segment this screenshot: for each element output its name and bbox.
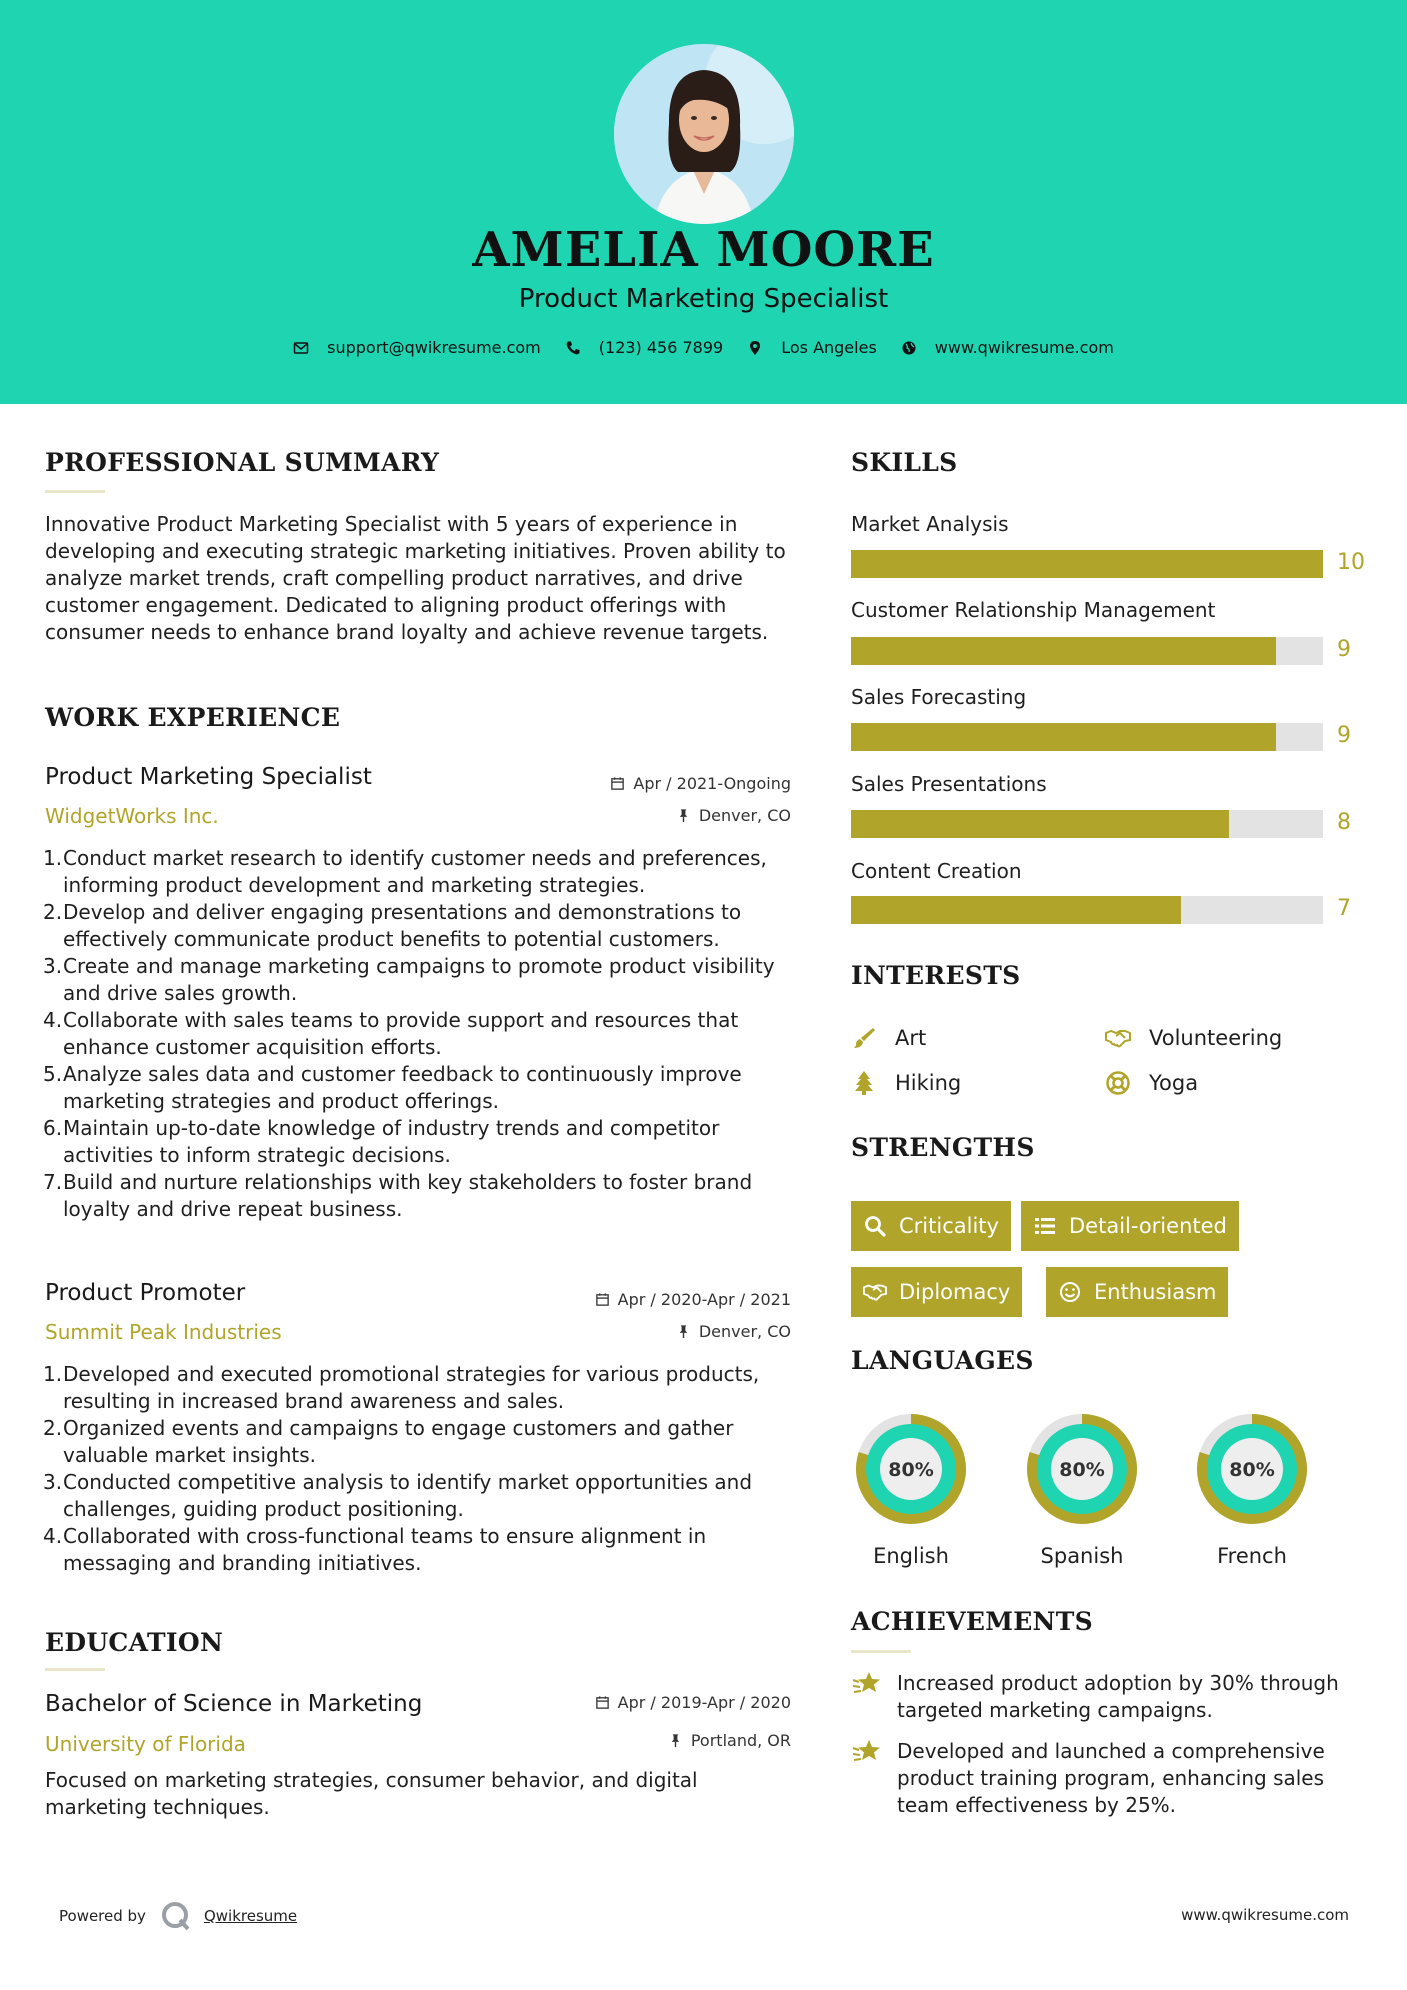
contact-email[interactable] — [293, 338, 541, 357]
list-item: 3. Conducted competitive analysis to identify market opportunities and challenges, guiding product positioning. — [43, 1470, 753, 1521]
job-company: Summit Peak Industries — [45, 1320, 282, 1344]
interest-label: Yoga — [1149, 1071, 1199, 1095]
powered-by — [59, 1900, 297, 1932]
pushpin-icon — [668, 1733, 683, 1748]
calendar-icon — [595, 1695, 610, 1710]
list-item: 2. Develop and deliver engaging presentations and demonstrations to effectively communicate product benefits to potential customers. — [43, 900, 742, 951]
job-dates — [610, 774, 791, 793]
education-heading: EDUCATION — [45, 1628, 224, 1657]
achievement-item — [851, 1670, 1371, 1724]
tree-icon — [851, 1070, 877, 1096]
summary-divider — [45, 490, 105, 493]
job-bullets — [45, 1361, 800, 1577]
phone-text: (123) 456 7899 — [598, 338, 724, 357]
strength-tag — [1046, 1267, 1228, 1317]
language-donut — [850, 1408, 972, 1530]
skill-bar — [851, 637, 1323, 665]
experience-heading: WORK EXPERIENCE — [45, 703, 341, 732]
education-location-text: Portland, OR — [690, 1731, 791, 1750]
interest-item — [851, 1025, 926, 1051]
handshake-icon — [1105, 1025, 1131, 1051]
skill-name: Content Creation — [851, 859, 1022, 883]
job-dates-text: Apr / 2021-Ongoing — [633, 774, 791, 793]
interest-item — [1105, 1025, 1282, 1051]
skill-bar-fill — [851, 896, 1181, 924]
language-item — [850, 1408, 972, 1568]
skill-name: Sales Forecasting — [851, 685, 1027, 709]
strength-tag — [851, 1267, 1022, 1317]
powered-by-label: Powered by — [59, 1907, 146, 1925]
language-name: Spanish — [1040, 1544, 1124, 1568]
strength-label: Enthusiasm — [1094, 1280, 1217, 1304]
strengths-heading: STRENGTHS — [851, 1133, 1035, 1162]
contact-bar — [0, 338, 1407, 357]
interest-label: Volunteering — [1149, 1026, 1283, 1050]
skill-value: 9 — [1337, 637, 1351, 662]
trophy-star-icon — [851, 1736, 883, 1768]
candidate-title: Product Marketing Specialist — [518, 284, 889, 314]
skill-bar-fill — [851, 550, 1323, 578]
education-divider — [45, 1668, 105, 1671]
email-text: support@qwikresume.com — [327, 338, 541, 357]
paintbrush-icon — [851, 1025, 877, 1051]
calendar-icon — [610, 776, 625, 791]
strength-tag — [1021, 1201, 1239, 1251]
achievements-heading: ACHIEVEMENTS — [851, 1607, 1093, 1636]
language-percent: 80% — [888, 1459, 934, 1481]
globe-icon — [901, 340, 917, 356]
map-pin-icon — [747, 340, 763, 356]
skill-bar-fill — [851, 637, 1276, 665]
job-company: WidgetWorks Inc. — [45, 804, 219, 828]
website-text: www.qwikresume.com — [934, 338, 1114, 357]
skill-bar — [851, 723, 1323, 751]
search-icon — [863, 1214, 887, 1238]
avatar — [614, 44, 794, 224]
strength-label: Criticality — [899, 1214, 999, 1238]
summary-text: Innovative Product Marketing Specialist with 5 years of experience in developing and executing strategic marketing initiatives. Proven ability to analyze market trends, craft compelling product narratives, and drive customer engagement. Dedicated to aligning product offerings with consumer needs to enhance brand loyalty and achieve revenue targets. — [45, 512, 786, 644]
list-item: 3. Create and manage marketing campaigns to promote product visibility and drive sales growth. — [43, 954, 775, 1005]
location-text: Los Angeles — [781, 338, 877, 357]
achievement-text: Increased product adoption by 30% through targeted marketing campaigns. — [897, 1671, 1339, 1722]
language-name: English — [873, 1544, 949, 1568]
skill-bar — [851, 896, 1323, 924]
achievements-divider — [851, 1650, 911, 1653]
skill-bar — [851, 550, 1323, 578]
qwikresume-logo-icon — [160, 1900, 192, 1932]
job-bullets — [45, 845, 800, 1223]
language-percent: 80% — [1059, 1459, 1105, 1481]
interest-label: Hiking — [895, 1071, 962, 1095]
skill-value: 9 — [1337, 723, 1351, 748]
job-location — [676, 806, 791, 825]
calendar-icon — [595, 1292, 610, 1307]
achievement-item — [851, 1738, 1371, 1819]
education-location — [668, 1731, 791, 1750]
strength-label: Diplomacy — [899, 1280, 1011, 1304]
phone-icon — [565, 340, 581, 356]
skill-bar — [851, 810, 1323, 838]
header-banner — [0, 0, 1407, 404]
interest-item — [1105, 1070, 1198, 1096]
language-donut — [1021, 1408, 1143, 1530]
pushpin-icon — [676, 808, 691, 823]
list-item: 1. Conduct market research to identify customer needs and preferences, informing product development and marketing strategies. — [43, 846, 767, 897]
list-item: 1. Developed and executed promotional strategies for various products, resulting in increased brand awareness and sales. — [43, 1362, 760, 1413]
job-title: Product Promoter — [45, 1280, 246, 1306]
achievement-text: Developed and launched a comprehensive product training program, enhancing sales team effectiveness by 25%. — [897, 1739, 1325, 1817]
list-item: 2. Organized events and campaigns to engage customers and gather valuable market insights. — [43, 1416, 734, 1467]
job-dates-text: Apr / 2020-Apr / 2021 — [617, 1290, 791, 1309]
smile-icon — [1058, 1280, 1082, 1304]
candidate-name: AMELIA MOORE — [472, 222, 935, 278]
profile-photo — [614, 44, 794, 224]
skill-bar-fill — [851, 723, 1276, 751]
contact-website[interactable] — [901, 338, 1114, 357]
language-item — [1021, 1408, 1143, 1568]
brand-link[interactable]: Qwikresume — [203, 1907, 298, 1925]
job-dates — [595, 1290, 791, 1309]
skills-heading: SKILLS — [851, 448, 958, 477]
strength-label: Detail-oriented — [1069, 1214, 1227, 1238]
interest-item — [851, 1070, 961, 1096]
education-dates-text: Apr / 2019-Apr / 2020 — [617, 1693, 791, 1712]
job-location-text: Denver, CO — [698, 1322, 791, 1341]
list-item: 4. Collaborate with sales teams to provide support and resources that enhance customer acquisition efforts. — [43, 1008, 739, 1059]
skill-name: Market Analysis — [851, 512, 1009, 536]
strength-tag — [851, 1201, 1011, 1251]
trophy-star-icon — [851, 1668, 883, 1700]
list-item: 5. Analyze sales data and customer feedback to continuously improve marketing strategies and product offerings. — [43, 1062, 742, 1113]
envelope-icon — [293, 340, 309, 356]
school-name: University of Florida — [45, 1732, 246, 1756]
job-title: Product Marketing Specialist — [45, 764, 372, 790]
list-item: 7. Build and nurture relationships with key stakeholders to foster brand loyalty and drive repeat business. — [43, 1170, 753, 1221]
list-icon — [1033, 1214, 1057, 1238]
skill-name: Sales Presentations — [851, 772, 1047, 796]
pushpin-icon — [676, 1324, 691, 1339]
skill-value: 10 — [1337, 550, 1365, 575]
interest-label: Art — [895, 1026, 927, 1050]
contact-location — [747, 338, 877, 357]
language-name: French — [1217, 1544, 1287, 1568]
skill-name: Customer Relationship Management — [851, 598, 1216, 622]
lifebuoy-icon — [1105, 1070, 1131, 1096]
language-percent: 80% — [1229, 1459, 1275, 1481]
list-item: 6. Maintain up-to-date knowledge of industry trends and competitor activities to inform strategic decisions. — [43, 1116, 720, 1167]
skill-value: 7 — [1337, 896, 1351, 921]
handshake-icon — [863, 1280, 887, 1304]
footer-url[interactable]: www.qwikresume.com — [1181, 1906, 1349, 1924]
summary-heading: PROFESSIONAL SUMMARY — [45, 448, 440, 477]
degree-title: Bachelor of Science in Marketing — [45, 1691, 423, 1717]
skill-value: 8 — [1337, 810, 1351, 835]
education-dates — [595, 1693, 791, 1712]
education-description: Focused on marketing strategies, consumer behavior, and digital marketing techniques. — [45, 1768, 698, 1819]
list-item: 4. Collaborated with cross-functional teams to ensure alignment in messaging and branding initiatives. — [43, 1524, 707, 1575]
skill-bar-fill — [851, 810, 1229, 838]
language-donut — [1191, 1408, 1313, 1530]
job-location-text: Denver, CO — [698, 806, 791, 825]
languages-heading: LANGUAGES — [851, 1346, 1034, 1375]
interests-heading: INTERESTS — [851, 961, 1021, 990]
job-location — [676, 1322, 791, 1341]
language-item — [1191, 1408, 1313, 1568]
contact-phone[interactable] — [565, 338, 723, 357]
